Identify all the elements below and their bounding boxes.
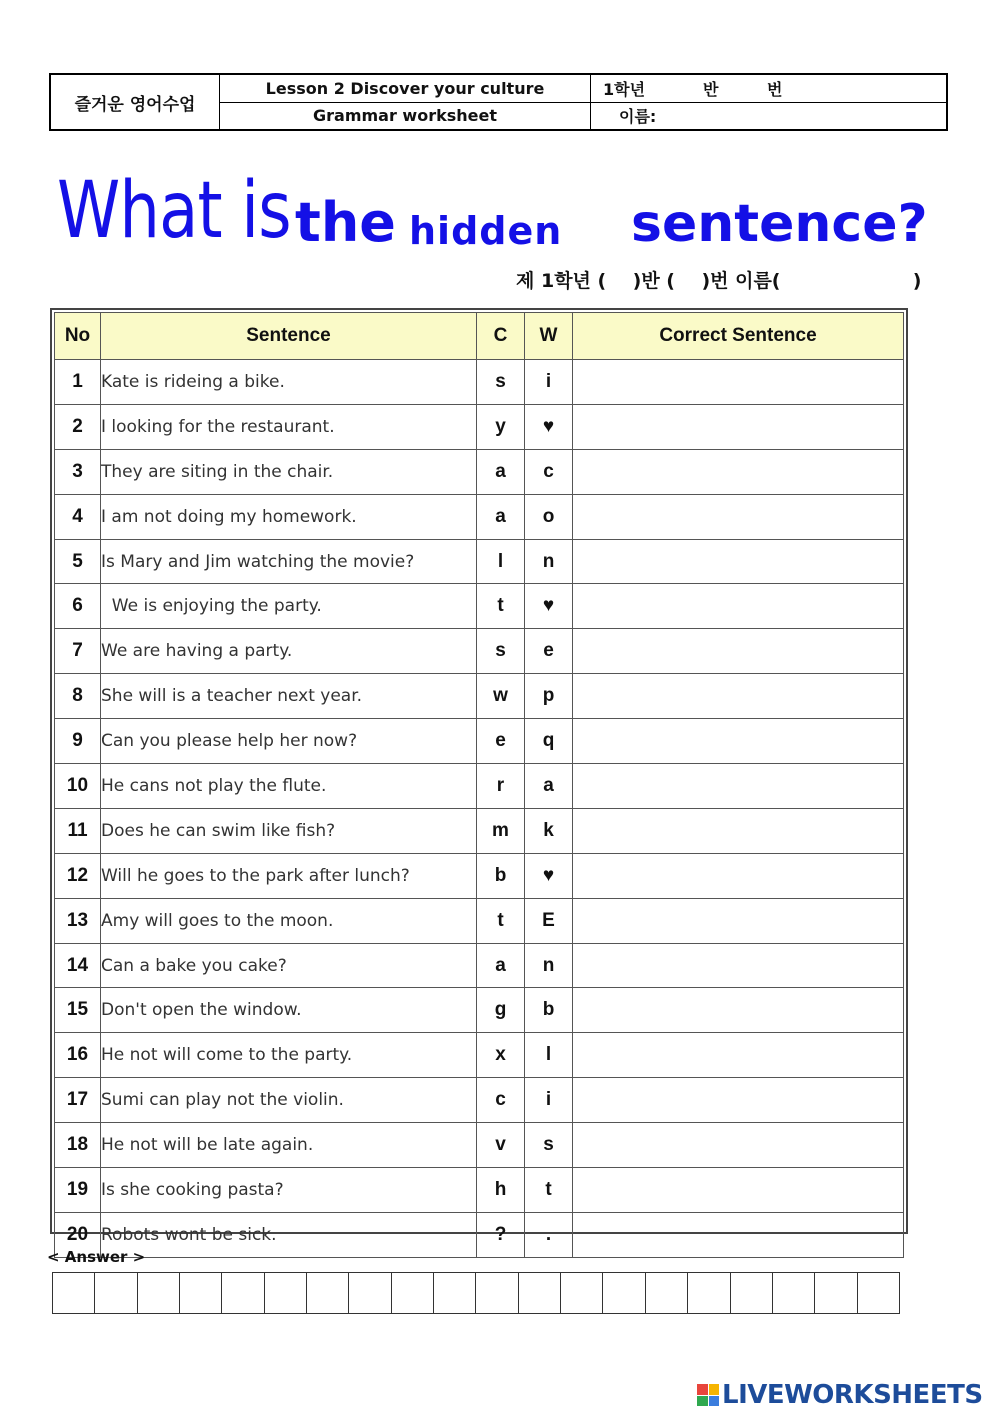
row-number: 14 xyxy=(55,943,101,988)
liveworksheets-logo-icon xyxy=(697,1384,719,1406)
lesson-info xyxy=(220,75,591,129)
row-number: 3 xyxy=(55,449,101,494)
table-row xyxy=(55,808,904,853)
row-number: 4 xyxy=(55,494,101,539)
worksheet-header xyxy=(49,73,948,131)
correct-sentence-input[interactable] xyxy=(573,449,904,494)
row-w-letter[interactable]: n xyxy=(525,539,573,584)
liveworksheets-logo xyxy=(697,1378,983,1412)
row-w-letter[interactable]: . xyxy=(525,1212,573,1257)
answer-label: < Answer > xyxy=(47,1248,146,1266)
student-info xyxy=(591,75,946,129)
row-w-letter[interactable]: t xyxy=(525,1168,573,1213)
lesson-title: Lesson 2 Discover your culture xyxy=(220,75,590,103)
row-number: 18 xyxy=(55,1123,101,1168)
row-c-letter[interactable]: s xyxy=(477,629,525,674)
title-part-3: hidden xyxy=(409,209,563,253)
table-row xyxy=(55,1123,904,1168)
table-row xyxy=(55,404,904,449)
row-c-letter[interactable]: c xyxy=(477,1078,525,1123)
row-c-letter[interactable]: r xyxy=(477,764,525,809)
title-part-4: sentence? xyxy=(631,194,928,254)
correct-sentence-input[interactable] xyxy=(573,764,904,809)
row-sentence: I looking for the restaurant. xyxy=(101,404,477,449)
name-label: 이름: xyxy=(619,107,657,127)
number-label: 번 xyxy=(767,79,783,99)
table-row xyxy=(55,719,904,764)
answer-letter-box[interactable] xyxy=(180,1273,222,1313)
correct-sentence-input[interactable] xyxy=(573,1123,904,1168)
row-number: 5 xyxy=(55,539,101,584)
row-sentence: Does he can swim like fish? xyxy=(101,808,477,853)
row-w-letter[interactable]: i xyxy=(525,360,573,405)
table-row xyxy=(55,674,904,719)
table-row xyxy=(55,539,904,584)
answer-letter-box[interactable] xyxy=(222,1273,264,1313)
correct-sentence-input[interactable] xyxy=(573,719,904,764)
row-c-letter[interactable]: a xyxy=(477,943,525,988)
header-sentence: Sentence xyxy=(101,313,477,360)
table-row xyxy=(55,943,904,988)
correct-sentence-input[interactable] xyxy=(573,360,904,405)
answer-letter-box[interactable] xyxy=(646,1273,688,1313)
row-c-letter[interactable]: h xyxy=(477,1168,525,1213)
row-w-letter[interactable]: s xyxy=(525,1123,573,1168)
row-number: 7 xyxy=(55,629,101,674)
row-sentence: He not will be late again. xyxy=(101,1123,477,1168)
row-sentence: Will he goes to the park after lunch? xyxy=(101,853,477,898)
row-sentence: We are having a party. xyxy=(101,629,477,674)
row-w-letter[interactable]: b xyxy=(525,988,573,1033)
row-w-letter[interactable]: q xyxy=(525,719,573,764)
table-row xyxy=(55,360,904,405)
row-c-letter[interactable]: s xyxy=(477,360,525,405)
row-w-letter[interactable]: ♥ xyxy=(525,584,573,629)
row-c-letter[interactable]: t xyxy=(477,898,525,943)
row-sentence: Can a bake you cake? xyxy=(101,943,477,988)
correct-sentence-input[interactable] xyxy=(573,1212,904,1257)
answer-letter-box[interactable] xyxy=(731,1273,773,1313)
row-number: 6 xyxy=(55,584,101,629)
row-sentence: Can you please help her now? xyxy=(101,719,477,764)
row-number: 17 xyxy=(55,1078,101,1123)
row-c-letter[interactable]: y xyxy=(477,404,525,449)
correct-sentence-input[interactable] xyxy=(573,584,904,629)
answer-letter-box[interactable] xyxy=(349,1273,391,1313)
title-part-2: the xyxy=(295,191,396,254)
grade-class-number xyxy=(591,75,946,103)
row-w-letter[interactable]: o xyxy=(525,494,573,539)
table-header-row xyxy=(55,313,904,360)
row-w-letter[interactable]: ♥ xyxy=(525,853,573,898)
correct-sentence-input[interactable] xyxy=(573,853,904,898)
answer-letter-box[interactable] xyxy=(773,1273,815,1313)
row-number: 2 xyxy=(55,404,101,449)
answer-letter-box[interactable] xyxy=(138,1273,180,1313)
table-row xyxy=(55,988,904,1033)
header-no: No xyxy=(55,313,101,360)
answer-letter-box[interactable] xyxy=(95,1273,137,1313)
row-sentence: Robots wont be sick. xyxy=(101,1212,477,1257)
title-part-1: What is xyxy=(57,166,291,256)
header-w: W xyxy=(525,313,573,360)
header-c: C xyxy=(477,313,525,360)
header-correct-sentence: Correct Sentence xyxy=(573,313,904,360)
answer-letter-box[interactable] xyxy=(53,1273,95,1313)
correct-sentence-input[interactable] xyxy=(573,1078,904,1123)
row-number: 20 xyxy=(55,1212,101,1257)
row-c-letter[interactable]: m xyxy=(477,808,525,853)
answer-letter-box[interactable] xyxy=(858,1273,899,1313)
table-row xyxy=(55,449,904,494)
worksheet-type: Grammar worksheet xyxy=(313,106,497,126)
liveworksheets-logo-text: LIVEWORKSHEETS xyxy=(722,1380,983,1410)
sentence-table xyxy=(54,312,904,1258)
course-name: 즐거운 영어수업 xyxy=(51,75,220,129)
answer-letter-box[interactable] xyxy=(519,1273,561,1313)
table-row xyxy=(55,629,904,674)
answer-letter-box[interactable] xyxy=(307,1273,349,1313)
row-w-letter[interactable]: e xyxy=(525,629,573,674)
row-number: 19 xyxy=(55,1168,101,1213)
row-c-letter[interactable]: a xyxy=(477,494,525,539)
answer-letter-box[interactable] xyxy=(392,1273,434,1313)
row-sentence: I am not doing my homework. xyxy=(101,494,477,539)
row-c-letter[interactable]: w xyxy=(477,674,525,719)
row-c-letter[interactable]: g xyxy=(477,988,525,1033)
row-number: 10 xyxy=(55,764,101,809)
table-row xyxy=(55,584,904,629)
table-row xyxy=(55,898,904,943)
correct-sentence-input[interactable] xyxy=(573,1168,904,1213)
row-w-letter[interactable]: ♥ xyxy=(525,404,573,449)
sentence-table-frame xyxy=(50,308,908,1245)
row-sentence: Is she cooking pasta? xyxy=(101,1168,477,1213)
row-c-letter[interactable]: e xyxy=(477,719,525,764)
row-sentence: Sumi can play not the violin. xyxy=(101,1078,477,1123)
table-row xyxy=(55,494,904,539)
row-w-letter[interactable]: a xyxy=(525,764,573,809)
row-c-letter[interactable]: ? xyxy=(477,1212,525,1257)
row-w-letter[interactable]: l xyxy=(525,1033,573,1078)
correct-sentence-input[interactable] xyxy=(573,988,904,1033)
table-row xyxy=(55,1212,904,1257)
row-number: 8 xyxy=(55,674,101,719)
row-sentence: He cans not play the flute. xyxy=(101,764,477,809)
table-row xyxy=(55,853,904,898)
correct-sentence-input[interactable] xyxy=(573,629,904,674)
row-number: 9 xyxy=(55,719,101,764)
row-c-letter[interactable]: v xyxy=(477,1123,525,1168)
answer-letter-box[interactable] xyxy=(265,1273,307,1313)
answer-letter-box[interactable] xyxy=(603,1273,645,1313)
row-c-letter[interactable]: x xyxy=(477,1033,525,1078)
row-w-letter[interactable]: p xyxy=(525,674,573,719)
row-number: 11 xyxy=(55,808,101,853)
class-name-line: 제 1학년 ( )반 ( )번 이름( ) xyxy=(516,270,922,292)
row-w-letter[interactable]: n xyxy=(525,943,573,988)
row-sentence: Is Mary and Jim watching the movie? xyxy=(101,539,477,584)
row-w-letter[interactable]: i xyxy=(525,1078,573,1123)
answer-box-row xyxy=(52,1272,900,1314)
correct-sentence-input[interactable] xyxy=(573,494,904,539)
answer-letter-box[interactable] xyxy=(476,1273,518,1313)
correct-sentence-input[interactable] xyxy=(573,404,904,449)
row-sentence: Kate is rideing a bike. xyxy=(101,360,477,405)
row-sentence: Amy will goes to the moon. xyxy=(101,898,477,943)
row-number: 12 xyxy=(55,853,101,898)
table-row xyxy=(55,1078,904,1123)
correct-sentence-input[interactable] xyxy=(573,943,904,988)
table-row xyxy=(55,1033,904,1078)
correct-sentence-input[interactable] xyxy=(573,674,904,719)
row-c-letter[interactable]: a xyxy=(477,449,525,494)
correct-sentence-input[interactable] xyxy=(573,1033,904,1078)
answer-letter-box[interactable] xyxy=(561,1273,603,1313)
correct-sentence-input[interactable] xyxy=(573,898,904,943)
row-w-letter[interactable]: c xyxy=(525,449,573,494)
page-title xyxy=(57,158,937,256)
row-sentence: They are siting in the chair. xyxy=(101,449,477,494)
row-w-letter[interactable]: E xyxy=(525,898,573,943)
row-c-letter[interactable]: b xyxy=(477,853,525,898)
row-sentence: She will is a teacher next year. xyxy=(101,674,477,719)
row-sentence: We is enjoying the party. xyxy=(101,584,477,629)
correct-sentence-input[interactable] xyxy=(573,808,904,853)
class-label: 반 xyxy=(703,79,719,99)
row-sentence: He not will come to the party. xyxy=(101,1033,477,1078)
row-c-letter[interactable]: l xyxy=(477,539,525,584)
answer-letter-box[interactable] xyxy=(434,1273,476,1313)
table-row xyxy=(55,1168,904,1213)
row-number: 13 xyxy=(55,898,101,943)
row-sentence: Don't open the window. xyxy=(101,988,477,1033)
row-c-letter[interactable]: t xyxy=(477,584,525,629)
answer-letter-box[interactable] xyxy=(688,1273,730,1313)
table-row xyxy=(55,764,904,809)
row-number: 15 xyxy=(55,988,101,1033)
correct-sentence-input[interactable] xyxy=(573,539,904,584)
row-w-letter[interactable]: k xyxy=(525,808,573,853)
row-number: 16 xyxy=(55,1033,101,1078)
row-number: 1 xyxy=(55,360,101,405)
grade-label: 1학년 xyxy=(603,79,646,99)
answer-letter-box[interactable] xyxy=(815,1273,857,1313)
